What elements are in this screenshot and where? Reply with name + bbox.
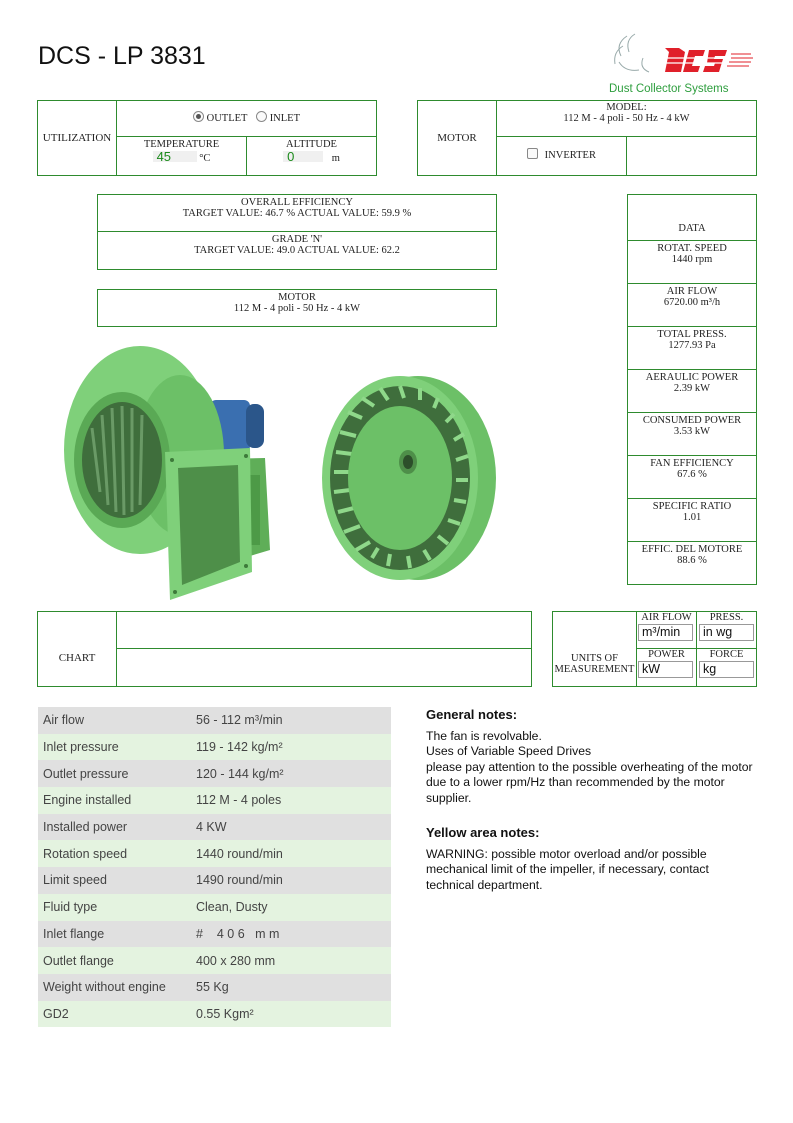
data-item-value: 1.01 xyxy=(682,512,702,523)
units-label-line1: UNITS OF xyxy=(571,653,618,664)
spec-key: Inlet pressure xyxy=(43,740,119,755)
data-item-value: 67.6 % xyxy=(677,469,707,480)
motor-info-title: MOTOR xyxy=(278,292,316,303)
motor-info-cell xyxy=(97,289,497,327)
data-item-cell xyxy=(627,412,757,456)
spec-row xyxy=(38,867,391,894)
spec-key: Fluid type xyxy=(43,900,98,915)
data-item-value: 6720.00 m³/h xyxy=(663,297,721,308)
temperature-input[interactable]: 45 xyxy=(153,151,197,162)
data-item-cell xyxy=(627,326,757,370)
spec-row xyxy=(38,787,391,814)
spec-key: Rotation speed xyxy=(43,846,128,861)
press-unit-input[interactable]: in wg xyxy=(699,624,754,641)
yellow-notes-text: WARNING: possible motor overload and/or possible mechanical limit of the impeller, if necessary, contact technical department. xyxy=(426,846,709,892)
spec-row xyxy=(38,894,391,921)
spec-row xyxy=(38,707,391,734)
force-unit-label: FORCE xyxy=(709,649,744,660)
port-selector-cell xyxy=(116,100,377,137)
data-item-label: AERAULIC POWER xyxy=(645,372,739,383)
data-item-label: ROTAT. SPEED xyxy=(657,243,727,254)
data-item-cell xyxy=(627,541,757,585)
data-item-label: CONSUMED POWER xyxy=(642,415,742,426)
inverter-checkbox[interactable] xyxy=(527,148,538,159)
utilization-label: UTILIZATION xyxy=(42,132,112,144)
data-item-cell xyxy=(627,240,757,284)
page-title: DCS - LP 3831 xyxy=(38,42,206,70)
data-item-cell xyxy=(627,283,757,327)
spec-value: 1490 round/min xyxy=(196,873,283,888)
overall-efficiency-title: OVERALL EFFICIENCY xyxy=(241,197,353,208)
grade-cell xyxy=(97,231,497,270)
motor-model-value[interactable]: 112 M - 4 poli - 50 Hz - 4 kW xyxy=(563,113,690,124)
spec-row xyxy=(38,947,391,974)
altitude-unit: m xyxy=(331,153,340,164)
spec-row xyxy=(38,734,391,761)
data-item-label: AIR FLOW xyxy=(666,286,718,297)
spec-table xyxy=(38,707,391,1027)
data-item-label: FAN EFFICIENCY xyxy=(650,458,734,469)
inverter-cell xyxy=(496,136,627,176)
spec-row xyxy=(38,974,391,1001)
inverter-label: INVERTER xyxy=(544,150,596,161)
outlet-radio-label: OUTLET xyxy=(206,113,248,124)
spec-row xyxy=(38,840,391,867)
dcs-logo xyxy=(605,28,755,96)
logo-subtitle: Dust Collector Systems xyxy=(609,83,729,95)
temperature-label: TEMPERATURE xyxy=(143,139,220,150)
outlet-radio[interactable] xyxy=(193,111,204,122)
spec-value: # 4 0 6 m m xyxy=(196,926,280,941)
motor-model-label: MODEL: xyxy=(606,102,647,113)
spec-key: Engine installed xyxy=(43,793,132,808)
data-item-cell xyxy=(627,455,757,499)
spec-value: 4 KW xyxy=(196,820,227,835)
data-item-value: 1440 rpm xyxy=(671,254,713,265)
spec-value: 56 - 112 m³/min xyxy=(196,713,283,728)
grade-title: GRADE 'N' xyxy=(271,234,323,245)
spec-value: 112 M - 4 poles xyxy=(196,793,282,808)
power-unit-input[interactable]: kW xyxy=(638,661,693,678)
inverter-extra-cell xyxy=(626,136,757,176)
force-unit-input[interactable]: kg xyxy=(699,661,754,678)
temperature-cell xyxy=(116,136,247,176)
logo-graphic-icon xyxy=(605,28,755,96)
spec-value: 120 - 144 kg/m² xyxy=(196,766,284,781)
data-item-cell xyxy=(627,369,757,413)
utilization-label-cell xyxy=(37,100,117,176)
yellow-area-notes xyxy=(426,825,756,893)
motor-label: MOTOR xyxy=(437,132,477,144)
spec-key: Limit speed xyxy=(43,873,107,888)
altitude-label: ALTITUDE xyxy=(286,139,337,150)
inlet-radio[interactable] xyxy=(256,111,267,122)
temperature-unit: °C xyxy=(199,153,211,164)
fan-image xyxy=(60,340,280,605)
data-item-label: SPECIFIC RATIO xyxy=(652,501,732,512)
spec-value: 400 x 280 mm xyxy=(196,953,276,968)
impeller-image xyxy=(318,372,498,584)
spec-row xyxy=(38,1001,391,1028)
data-item-value: 2.39 kW xyxy=(673,383,711,394)
spec-key: Air flow xyxy=(43,713,84,728)
spec-value: 1440 round/min xyxy=(196,846,283,861)
inlet-radio-label: INLET xyxy=(269,113,301,124)
general-notes-line3: please pay attention to the possible overheating of the motor due to a lower rpm/Hz than recommended by the motor supplier. xyxy=(426,759,753,805)
motor-info-value: 112 M - 4 poli - 50 Hz - 4 kW xyxy=(233,303,361,314)
spec-row xyxy=(38,814,391,841)
data-panel-title: DATA xyxy=(678,223,706,234)
data-item-label: TOTAL PRESS. xyxy=(657,329,727,340)
air-flow-unit-label: AIR FLOW xyxy=(641,612,692,623)
altitude-input[interactable]: 0 xyxy=(283,151,323,162)
spec-key: Outlet flange xyxy=(43,953,114,968)
units-label-line2: MEASUREMENT xyxy=(554,664,635,675)
spec-row xyxy=(38,760,391,787)
spec-value: 119 - 142 kg/m² xyxy=(196,740,283,755)
spec-row xyxy=(38,921,391,948)
yellow-notes-title: Yellow area notes: xyxy=(426,825,540,840)
units-label-cell xyxy=(552,611,637,687)
air-flow-unit-input[interactable]: m³/min xyxy=(638,624,693,641)
data-item-label: EFFIC. DEL MOTORE xyxy=(641,544,743,555)
spec-value: Clean, Dusty xyxy=(196,900,268,915)
spec-key: GD2 xyxy=(43,1006,69,1021)
spec-key: Installed power xyxy=(43,820,128,835)
spec-value: 55 Kg xyxy=(196,980,229,995)
data-item-value: 88.6 % xyxy=(677,555,707,566)
data-panel-title-cell xyxy=(627,194,757,241)
general-notes xyxy=(426,707,756,806)
altitude-cell xyxy=(246,136,377,176)
spec-key: Outlet pressure xyxy=(43,766,129,781)
chart-label: CHART xyxy=(58,652,96,664)
data-item-value: 1277.93 Pa xyxy=(668,340,716,351)
power-unit-label: POWER xyxy=(648,649,685,660)
spec-key: Weight without engine xyxy=(43,980,166,995)
chart-row-2[interactable] xyxy=(116,648,532,687)
grade-values: TARGET VALUE: 49.0 ACTUAL VALUE: 62.2 xyxy=(194,245,400,256)
chart-row-1[interactable] xyxy=(116,611,532,649)
motor-model-cell xyxy=(496,100,757,137)
general-notes-line1: The fan is revolvable. xyxy=(426,728,542,743)
motor-label-cell xyxy=(417,100,497,176)
spec-key: Inlet flange xyxy=(43,926,105,941)
general-notes-line2: Uses of Variable Speed Drives xyxy=(426,744,592,758)
general-notes-title: General notes: xyxy=(426,707,518,722)
data-item-value: 3.53 kW xyxy=(673,426,711,437)
spec-value: 0.55 Kgm² xyxy=(196,1006,254,1021)
data-item-cell xyxy=(627,498,757,542)
overall-efficiency-values: TARGET VALUE: 46.7 % ACTUAL VALUE: 59.9 % xyxy=(182,208,412,219)
overall-efficiency-cell xyxy=(97,194,497,232)
press-unit-label: PRESS. xyxy=(709,612,744,623)
chart-label-cell xyxy=(37,611,117,687)
